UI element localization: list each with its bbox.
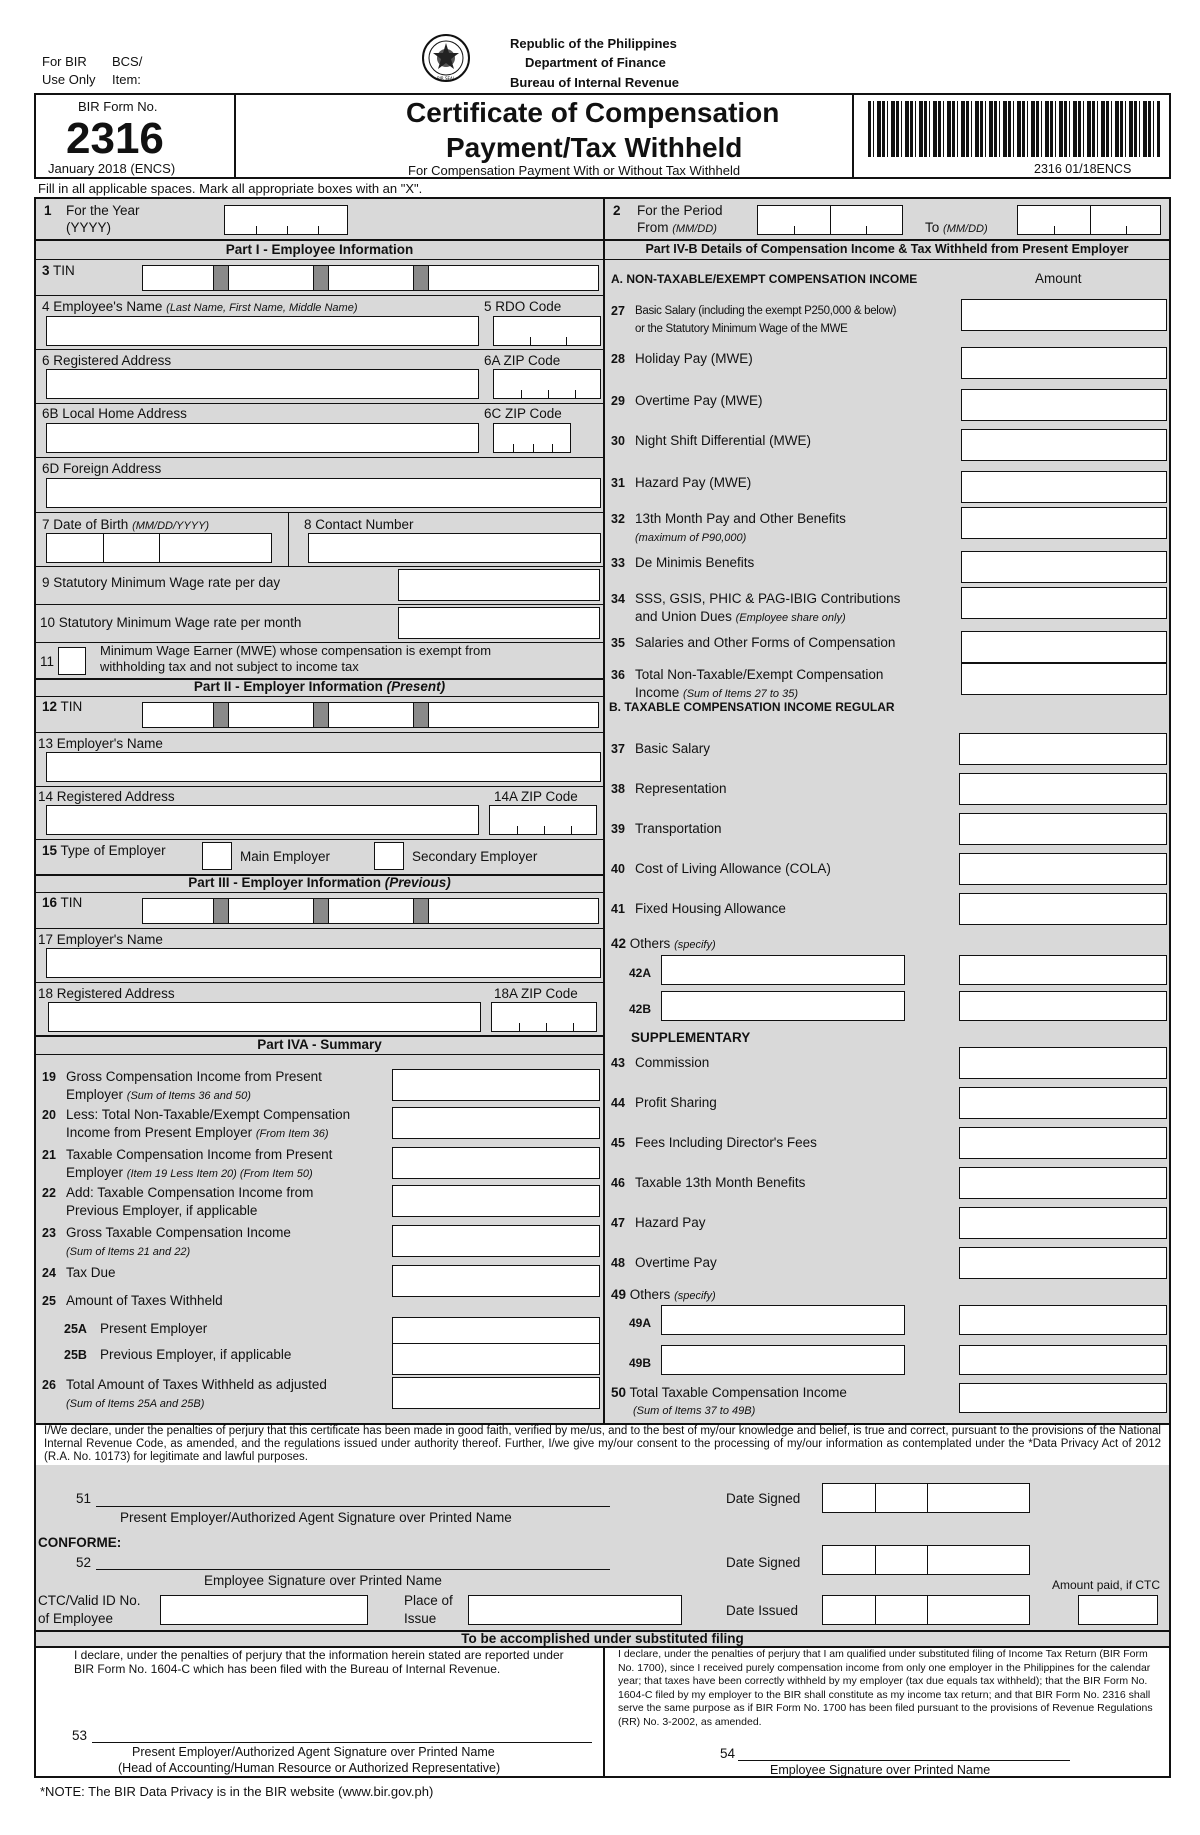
secondary-employer-label: Secondary Employer	[412, 849, 538, 864]
main-employer-checkbox[interactable]	[202, 842, 232, 870]
item-sublabel: (maximum of P90,000)	[635, 532, 747, 544]
summary-item-label: Previous Employer, if applicable	[100, 1347, 292, 1362]
amount-input[interactable]	[959, 1247, 1167, 1279]
amount-input[interactable]	[961, 471, 1167, 503]
item-label: Night Shift Differential (MWE)	[635, 433, 812, 448]
amount-header: Amount	[1035, 271, 1082, 286]
summary-item-label: Gross Compensation Income from Present	[66, 1069, 322, 1084]
amount-input[interactable]	[959, 1207, 1167, 1239]
item-number: 44	[611, 1096, 625, 1110]
item-label: Cost of Living Allowance (COLA)	[635, 861, 831, 876]
mwr-day-label: 9 Statutory Minimum Wage rate per day	[42, 575, 281, 590]
prev-employer-address-label: 18 Registered Address	[38, 986, 175, 1001]
date-issued-label: Date Issued	[726, 1603, 799, 1618]
to-label: To (MM/DD)	[925, 220, 988, 235]
declaration-text: I/We declare, under the penalties of perjury that this certificate has been made in good faith, verified by me/us, and to the best of my/our knowledge and belief, is true and correct, pursuant to the provisions of the National Internal Revenue Code, as amended, and the regulations issued under authority thereof. Further, I/we give my/our consent to the processing of my/our information as contemplated under the *Data Privacy Act of 2012 (R.A. No. 10173) for legitimate and lawful purposes.	[34, 1423, 1171, 1467]
item-label: Profit Sharing	[635, 1095, 717, 1110]
other-49b-desc-input[interactable]	[661, 1345, 905, 1375]
supplementary-title: SUPPLEMENTARY	[631, 1030, 751, 1045]
item-number: 33	[611, 556, 625, 570]
employer-name-label: 13 Employer's Name	[38, 736, 163, 751]
item-number: 40	[611, 862, 625, 876]
summary-item-label: Amount of Taxes Withheld	[66, 1293, 223, 1308]
amount-input[interactable]	[959, 813, 1167, 845]
item-label: Basic Salary	[635, 741, 711, 756]
summary-item-sublabel: Income from Present Employer (From Item 36)	[66, 1125, 329, 1140]
amount-input[interactable]	[961, 429, 1167, 461]
employee-name-label: 4 Employee's Name (Last Name, First Name, Middle Name)	[42, 299, 358, 314]
mwe-checkbox[interactable]	[58, 647, 86, 675]
conforme-label: CONFORME:	[38, 1535, 122, 1550]
summary-item-label: Less: Total Non-Taxable/Exempt Compensation	[66, 1107, 351, 1122]
other-49a-desc-input[interactable]	[661, 1305, 905, 1335]
amount-input[interactable]	[959, 733, 1167, 765]
amount-input[interactable]	[959, 1087, 1167, 1119]
summary-item-label: Tax Due	[66, 1265, 116, 1280]
dob-label: 7 Date of Birth (MM/DD/YYYY)	[42, 517, 210, 532]
summary-amount-input[interactable]	[392, 1225, 600, 1257]
item-label: Hazard Pay	[635, 1215, 706, 1230]
summary-amount-input[interactable]	[392, 1343, 600, 1375]
summary-amount-input[interactable]	[392, 1377, 600, 1409]
date-signed-52-input[interactable]	[822, 1545, 1030, 1575]
other-49b-amount-input[interactable]	[959, 1345, 1167, 1375]
main-employer-label: Main Employer	[240, 849, 331, 864]
item-number: 48	[611, 1256, 625, 1270]
amount-input[interactable]	[959, 773, 1167, 805]
foreign-address-label: 6D Foreign Address	[42, 461, 162, 476]
dob-input[interactable]	[46, 533, 272, 563]
barcode	[868, 101, 1160, 157]
item-number: 36	[611, 668, 625, 682]
period-to-input[interactable]	[1017, 205, 1161, 235]
item-number: 43	[611, 1056, 625, 1070]
employer-address-input[interactable]	[46, 805, 479, 835]
summary-item-number: 24	[42, 1266, 56, 1280]
zip-18a-input[interactable]	[491, 1002, 597, 1032]
total-taxable-input[interactable]	[959, 1383, 1167, 1413]
sig-51-caption: Present Employer/Authorized Agent Signature over Printed Name	[120, 1510, 512, 1525]
amount-input[interactable]	[961, 347, 1167, 379]
other-42a-desc-input[interactable]	[661, 955, 905, 985]
other-42b-amount-input[interactable]	[959, 991, 1167, 1021]
right-column: 2 For the Period From (MM/DD) To (MM/DD) Part IV-B Details of Compensation Income & Tax Withheld from Present Employer A. NON-TAXABLE/EXEMPT COMPENSATION INCOME Amount 27 Basic Salary (including the exempt P250,000 & below) or the Statutory Minimum Wage of the MWE 28 Holiday Pay (MWE) 29 Overtime Pay (MWE) 30 Night Shift Differential (MWE) 31 Hazard Pay (MWE) 32 13th Month Pay and Other Benefits (maximum of P90,000) 33 De Minimis Benefits 34 SSS, GSIS, PHIC & PAG-IBIG Contributions and Union Dues (Employee share only) 35 Salaries and Other Forms of Compensation 36 Total Non-Taxable/Exempt Compensation Income (Sum of Items 27 to 35) B. TAXABLE COMPENSATION INCOME REGULAR 37 Basic Salary 38 Representation 39 Transportation 40 Cost of Living Allowance (COLA) 41 Fixed Housing Allowance 42 Others (specify) 42A 42B SUPPLEMENTARY 43 Commission 44 Profit Sharing 45 Fees Including Director's Fees 46 Taxable 13th Month Benefits 47 Hazard Pay 48 Overtime Pay 49 Others (specify) 49A 49B 50 Total Taxable Compensation Income (Sum of Items 37 to 49B)	[603, 197, 1171, 1425]
zip-18a-label: 18A ZIP Code	[494, 986, 578, 1001]
mwr-month-input[interactable]	[398, 607, 600, 639]
period-from-input[interactable]	[757, 205, 903, 235]
summary-item-label: Gross Taxable Compensation Income	[66, 1225, 291, 1240]
employer-name-input[interactable]	[46, 752, 601, 782]
summary-item-number: 22	[42, 1186, 56, 1200]
item-number: 29	[611, 394, 625, 408]
amount-input[interactable]	[961, 663, 1167, 695]
item-number: 46	[611, 1176, 625, 1190]
other-49a-amount-input[interactable]	[959, 1305, 1167, 1335]
contact-number-label: 8 Contact Number	[304, 517, 414, 532]
item-label: SSS, GSIS, PHIC & PAG-IBIG Contributions	[635, 591, 901, 606]
item-number: 31	[611, 476, 625, 490]
prev-employer-name-label: 17 Employer's Name	[38, 932, 163, 947]
form-title-box	[34, 93, 1171, 179]
summary-item-number: 23	[42, 1226, 56, 1240]
part4b-header: Part IV-B Details of Compensation Income & Tax Withheld from Present Employer	[645, 242, 1129, 256]
tin-label: TIN	[53, 263, 75, 278]
amount-input[interactable]	[959, 1047, 1167, 1079]
period-label: For the Period	[637, 203, 723, 218]
republic-label: Republic of the Philippines	[510, 36, 677, 51]
foreign-address-input[interactable]	[46, 478, 601, 508]
summary-amount-input[interactable]	[392, 1147, 600, 1179]
bureau-label: Bureau of Internal Revenue	[510, 75, 680, 90]
zip-14a-label: 14A ZIP Code	[494, 789, 578, 804]
summary-item-label: Total Amount of Taxes Withheld as adjusted	[66, 1377, 327, 1392]
prev-employer-tin-input[interactable]	[142, 898, 599, 924]
summary-item-sublabel: Employer (Sum of Items 36 and 50)	[66, 1087, 251, 1102]
summary-item-number: 25	[42, 1294, 56, 1308]
privacy-note: *NOTE: The BIR Data Privacy is in the BIR website (www.bir.gov.ph)	[40, 1784, 434, 1799]
summary-item-number: 25A	[64, 1322, 87, 1336]
amount-input[interactable]	[959, 853, 1167, 885]
ctc-amount-input[interactable]	[1078, 1595, 1158, 1625]
mwe-label-line2: withholding tax and not subject to income tax	[100, 659, 359, 674]
svg-text:BIR SEAL: BIR SEAL	[436, 76, 456, 81]
summary-amount-input[interactable]	[392, 1069, 600, 1101]
item-label: Hazard Pay (MWE)	[635, 475, 752, 490]
item-label: Overtime Pay	[635, 1255, 717, 1270]
ctc-id-input[interactable]	[160, 1595, 368, 1625]
item-label: 13th Month Pay and Other Benefits	[635, 511, 846, 526]
zip-14a-input[interactable]	[489, 805, 597, 835]
item-label: Fixed Housing Allowance	[635, 901, 786, 916]
item-label: Holiday Pay (MWE)	[635, 351, 753, 366]
employer-tin-input[interactable]	[142, 702, 599, 728]
summary-item-label: Present Employer	[100, 1321, 208, 1336]
summary-item-label: Taxable Compensation Income from Present	[66, 1147, 333, 1162]
signature-section: 51 Present Employer/Authorized Agent Signature over Printed Name Date Signed CONFORME: 52 Employee Signature over Printed Name Date Signed Amount paid, if CTC CTC/Valid ID No. of Employee Place of Issue Date Issued	[34, 1465, 1171, 1632]
summary-amount-input[interactable]	[392, 1107, 600, 1139]
item-label: Commission	[635, 1055, 710, 1070]
left-column: 1 For the Year (YYYY) Part I - Employee Information 3 TIN 4 Employee's Name (Last Name, First Name, Middle Name) 5 RDO Code 6 Registered Address 6A ZIP Code 6B Local Home Address 6C ZIP Code 6D Foreign Address 7 Date of Birth (MM/DD/YYYY) 8 Contact Number 9 Statutory Minimum Wage rate per day 10 Statutory Minimum Wage rate per month 11 Minimum Wage Earner (MWE) whose compensation is exempt from withholding tax and not subject to income tax Part II - Employer Information (Present) 12 TIN 13 Employer's Name 14 Registered Address 14A ZIP Code 15 Type of Employer Main Employer Secondary Employer Part III - Employer Information (Previous) 16 TIN 17 Employer's Name 18 Registered Address 18A ZIP Code Part IVA - Summary 19 Gross Compensation Income from Present Employer (Sum of Items 36 and 50) 20 Less: Total Non-Taxable/Exempt Compensation Income from Present Employer (From Item 36) 21 Taxable Compensation Income from Present Employer (Item 19 Less Item 20) (From Item 50) 22 Add: Taxable Compensation Income from Previous Employer, if applicable 23 Gross Taxable Compensation Income (Sum of Items 21 and 22) 24 Tax Due 25 Amount of Taxes Withheld 25A Present Employer 25B Previous Employer, if applicable 26 Total Amount of Taxes Withheld as adjusted (Sum of Items 25A and 25B)	[34, 197, 605, 1425]
form-title-line1: Certificate of Compensation	[406, 97, 780, 128]
summary-amount-input[interactable]	[392, 1185, 600, 1217]
secondary-employer-checkbox[interactable]	[374, 842, 404, 870]
year-label: For the Year	[66, 203, 140, 218]
amount-input[interactable]	[959, 1127, 1167, 1159]
prev-employer-address-input[interactable]	[48, 1002, 481, 1032]
local-address-label: 6B Local Home Address	[42, 406, 187, 421]
other-42a-amount-input[interactable]	[959, 955, 1167, 985]
part1-header: Part I - Employee Information	[225, 242, 414, 257]
amount-input[interactable]	[961, 587, 1167, 619]
substituted-filing-header: To be accomplished under substituted filing	[34, 1630, 1171, 1648]
amount-input[interactable]	[961, 299, 1167, 331]
item-label: Total Non-Taxable/Exempt Compensation	[635, 667, 884, 682]
item-number: 39	[611, 822, 625, 836]
sig-52-caption: Employee Signature over Printed Name	[204, 1573, 442, 1588]
item-number: 27	[611, 304, 625, 318]
employee-tin-input[interactable]	[142, 265, 599, 291]
employer-address-label: 14 Registered Address	[38, 789, 175, 804]
local-address-input[interactable]	[46, 423, 479, 453]
summary-item-number: 19	[42, 1070, 56, 1084]
zip-6a-input[interactable]	[493, 369, 601, 399]
item-number: 28	[611, 352, 625, 366]
date-signed-52-label: Date Signed	[726, 1555, 801, 1570]
mwr-month-label: 10 Statutory Minimum Wage rate per month	[40, 615, 302, 630]
date-signed-51-label: Date Signed	[726, 1491, 801, 1506]
rdo-code-label: 5 RDO Code	[484, 299, 562, 314]
total-taxable-label: Total Taxable Compensation Income	[629, 1385, 847, 1400]
amount-input[interactable]	[959, 893, 1167, 925]
other-42b-desc-input[interactable]	[661, 991, 905, 1021]
instruction-text: Fill in all applicable spaces. Mark all appropriate boxes with an "X".	[38, 181, 423, 196]
form-subtitle: For Compensation Payment With or Without Tax Withheld	[408, 163, 741, 178]
summary-item-label: Add: Taxable Compensation Income from	[66, 1185, 314, 1200]
bcs-label: BCS/	[112, 54, 143, 69]
item-number: 37	[611, 742, 625, 756]
dept-label: Department of Finance	[525, 55, 666, 70]
zip-6c-input[interactable]	[493, 423, 571, 453]
contact-number-input[interactable]	[308, 533, 601, 563]
summary-item-sublabel: Employer (Item 19 Less Item 20) (From Item 50)	[66, 1165, 313, 1180]
section-a-title: A. NON-TAXABLE/EXEMPT COMPENSATION INCOME	[611, 272, 918, 286]
amount-input[interactable]	[961, 551, 1167, 583]
form-date: January 2018 (ENCS)	[48, 161, 176, 176]
year-input[interactable]	[224, 205, 348, 235]
zip-6a-label: 6A ZIP Code	[484, 353, 561, 368]
mwe-label-line1: Minimum Wage Earner (MWE) whose compensation is exempt from	[100, 643, 492, 658]
form-no-label: BIR Form No.	[78, 99, 158, 114]
item-label: Fees Including Director's Fees	[635, 1135, 817, 1150]
form-title-line2: Payment/Tax Withheld	[446, 132, 743, 163]
summary-item-sublabel: Previous Employer, if applicable	[66, 1203, 258, 1218]
item-number: 32	[611, 512, 625, 526]
item-sublabel: and Union Dues (Employee share only)	[635, 609, 846, 624]
date-issued-input[interactable]	[822, 1595, 1030, 1625]
substituted-filing-section: I declare, under the penalties of perjury that the information herein stated are reported under BIR Form No. 1604-C which has been filed with the Bureau of Internal Revenue. 53 Present Employer/Authorized Agent Signature over Printed Name (Head of Accounting/Human Resource or Authorized Representative) I declare, under the penalties of perjury that I am qualified under substituted filing of Income Tax Return (BIR Form No. 1700), since I received purely compensation income from only one employer in the Philippines for the calendar year; that taxes have been correctly withheld by my employer (tax due equals tax withheld); that the BIR Form No. 1604-C filed by my employer to the BIR shall constitute as my income tax return; and that BIR Form No. 2316 shall serve the same purpose as if BIR Form No. 1700 has been filed pursuant to the provisions of Revenue Regulations (RR) No. 3-2002, as amended. 54 Employee Signature over Printed Name	[34, 1646, 1171, 1778]
amount-ctc-label: Amount paid, if CTC	[1052, 1578, 1161, 1592]
item-label: Basic Salary (including the exempt P250,000 & below)	[635, 305, 897, 317]
part2-header: Part II - Employer Information (Present)	[193, 679, 446, 694]
item-label: De Minimis Benefits	[635, 555, 755, 570]
employee-substituted-declaration: I declare, under the penalties of perjury that I am qualified under substituted filing of Income Tax Return (BIR Form No. 1700), since I received purely compensation income from only one employer in the Philippines for the calendar year; that taxes have been correctly withheld by my employer (tax due equals tax withheld); that the BIR Form No. 1604-C filed by my employer to the BIR shall constitute as my income tax return; and that BIR Form No. 2316 shall serve the same purpose as if BIR Form No. 1700 has been filed pursuant to the provisions of Revenue Regulations (RR) No. 3-2002, as amended.	[618, 1648, 1153, 1728]
item-sublabel: Income (Sum of Items 27 to 35)	[635, 685, 798, 700]
prev-employer-name-input[interactable]	[46, 948, 601, 978]
section-b-title: B. TAXABLE COMPENSATION INCOME REGULAR	[609, 700, 895, 714]
item-sublabel: or the Statutory Minimum Wage of the MWE	[635, 323, 848, 335]
item-label: Salaries and Other Forms of Compensation	[635, 635, 896, 650]
amount-input[interactable]	[961, 389, 1167, 421]
summary-item-sublabel: (Sum of Items 25A and 25B)	[66, 1398, 205, 1410]
sig-54-caption: Employee Signature over Printed Name	[770, 1763, 991, 1777]
item-number: 34	[611, 592, 625, 606]
employer-substituted-declaration: I declare, under the penalties of perjury that the information herein stated are reported under BIR Form No. 1604-C which has been filed with the Bureau of Internal Revenue.	[74, 1648, 564, 1676]
amount-input[interactable]	[961, 507, 1167, 539]
item-label: Transportation	[635, 821, 722, 836]
zip-6c-label: 6C ZIP Code	[484, 406, 562, 421]
use-only-label: Use Only	[42, 72, 96, 87]
sig-53-caption-line1: Present Employer/Authorized Agent Signature over Printed Name	[132, 1745, 495, 1759]
item-number: 41	[611, 902, 625, 916]
amount-input[interactable]	[959, 1167, 1167, 1199]
registered-address-input[interactable]	[46, 369, 479, 399]
summary-item-sublabel: (Sum of Items 21 and 22)	[66, 1246, 191, 1258]
summary-amount-input[interactable]	[392, 1265, 600, 1297]
item-label: Item:	[112, 72, 141, 87]
item-number: 30	[611, 434, 625, 448]
amount-input[interactable]	[961, 631, 1167, 663]
for-bir-label: For BIR	[42, 54, 87, 69]
date-signed-51-input[interactable]	[822, 1483, 1030, 1513]
part4a-header: Part IVA - Summary	[257, 1037, 382, 1052]
place-of-issue-input[interactable]	[468, 1595, 682, 1625]
employee-name-input[interactable]	[46, 316, 479, 346]
item-number: 35	[611, 636, 625, 650]
form-number: 2316	[66, 114, 164, 163]
rdo-code-input[interactable]	[493, 316, 601, 346]
item-label: Taxable 13th Month Benefits	[635, 1175, 806, 1190]
registered-address-label: 6 Registered Address	[42, 353, 172, 368]
summary-item-number: 26	[42, 1378, 56, 1392]
item-number: 47	[611, 1216, 625, 1230]
item-label: Representation	[635, 781, 727, 796]
item-number: 38	[611, 782, 625, 796]
item-number: 45	[611, 1136, 625, 1150]
part3-header: Part III - Employer Information (Previous)	[188, 875, 451, 890]
bir-seal-icon	[421, 33, 471, 83]
mwr-day-input[interactable]	[398, 569, 600, 601]
item-label: Overtime Pay (MWE)	[635, 393, 763, 408]
barcode-code: 2316 01/18ENCS	[1034, 162, 1132, 176]
from-label: From (MM/DD)	[637, 220, 717, 235]
summary-item-number: 20	[42, 1108, 56, 1122]
summary-item-number: 21	[42, 1148, 56, 1162]
sig-53-caption-line2: (Head of Accounting/Human Resource or Authorized Representative)	[118, 1761, 501, 1775]
summary-item-number: 25B	[64, 1348, 87, 1362]
